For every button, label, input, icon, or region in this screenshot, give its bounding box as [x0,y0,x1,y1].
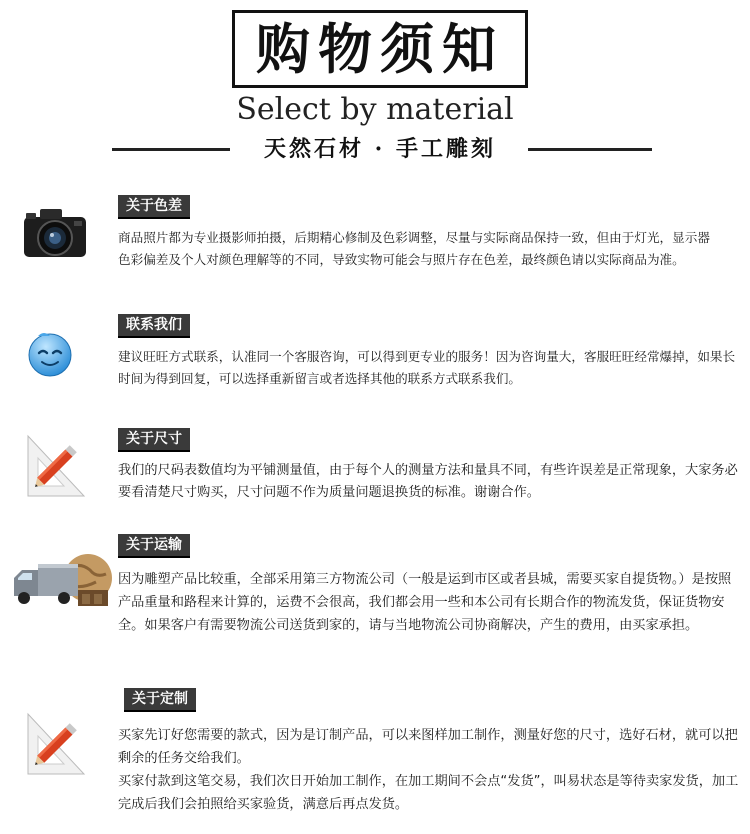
section-text: 我们的尺码表数值均为平铺测量值，由于每个人的测量方法和量具不同，有些许误差是正常现象，大家务必要看清楚尺寸购买，尺寸问题不作为质量问题退换货的标准。谢谢合作。 [118,463,738,500]
section-color-difference [0,193,750,283]
section-text-extra: 买家付款到这笔交易，我们次日开始加工制作，在加工期间不会点“发货”，叫易状态是等待卖家发货，加工完成后我们会拍照给买家验货，满意后再点发货。 [118,774,739,812]
section-label: 关于尺寸 [118,428,190,452]
page-subtitle: Select by material [236,92,514,127]
tagline-row [0,132,750,164]
section-text: 建议旺旺方式联系，认准同一个客服咨询，可以得到更专业的服务！因为咨询量大，客服旺旺经常爆掉，如果长时间为得到回复，可以选择重新留言或者选择其他的联系方式联系我们。 [118,349,736,386]
section-label: 关于定制 [124,688,196,712]
page-title: 购物须知 [256,17,504,81]
section-label: 联系我们 [118,314,190,338]
divider-right [528,148,652,151]
pencil-ruler-icon [24,430,90,500]
section-customization [0,686,750,826]
smiley-icon [24,328,76,378]
section-shipping [0,532,750,662]
camera-icon [22,203,88,263]
title-box [232,10,528,88]
section-text: 因为雕塑产品比较重，全部采用第三方物流公司（一般是运到市区或者县城，需要买家自提货物。）是按照产品重量和路程来计算的，运费不会很高，我们都会用一些和本公司有长期合作的物流发货，保证货物安全。如果客户有需要物流公司送货到家的，请与当地物流公司协商解决，产生的费用，由买家承担。 [118,572,732,633]
section-label: 关于色差 [118,195,190,219]
delivery-truck-icon [8,550,114,620]
tagline: 天然石材 · 手工雕刻 [264,136,496,162]
section-label: 关于运输 [118,534,190,558]
section-contact-us [0,312,750,402]
section-text: 商品照片都为专业摄影师拍摄，后期精心修制及色彩调整，尽量与实际商品保持一致，但由于灯光，显示器色彩偏差及个人对颜色理解等的不同，导致实物可能会与照片存在色差，最终颜色请以实际商品为准。 [118,230,710,267]
pencil-ruler-icon [24,708,90,778]
divider-left [112,148,230,151]
section-text: 买家先订好您需要的款式，因为是订制产品，可以来图样加工制作，测量好您的尺寸，选好石材，就可以把剩余的任务交给我们。 [118,728,738,766]
section-size [0,426,750,516]
